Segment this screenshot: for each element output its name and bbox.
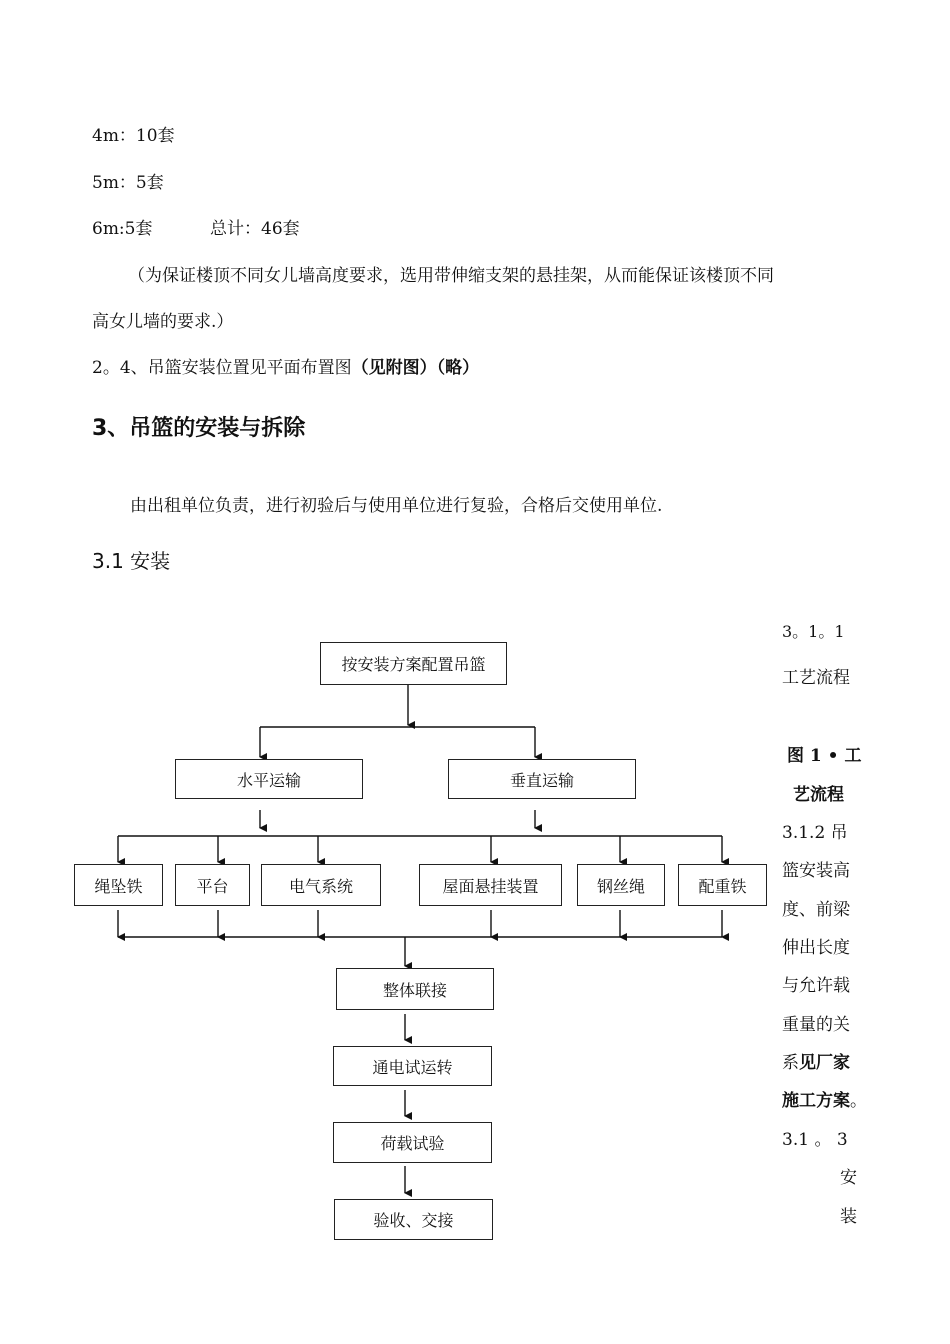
section-3-paragraph: 由出租单位负责，进行初验后与使用单位进行复验，合格后交使用单位. <box>130 496 663 516</box>
flow-step-acceptance: 验收、交接 <box>334 1199 493 1240</box>
flow-component-roof-suspension: 屋面悬挂装置 <box>419 864 562 906</box>
note-line-2: 高女儿墙的要求.） <box>92 312 234 332</box>
flow-step-load-test: 荷载试验 <box>333 1122 492 1163</box>
side-text-12a: 施工方案 <box>782 1091 850 1111</box>
note-line-1: （为保证楼顶不同女儿墙高度要求，选用带伸缩支架的悬挂架，从而能保证该楼顶不同 <box>128 266 774 286</box>
flow-component-platform: 平台 <box>175 864 250 906</box>
section-3-1-heading: 3.1 安装 <box>92 549 171 573</box>
flow-component-wire-rope: 钢丝绳 <box>577 864 665 906</box>
side-text-11a: 系 <box>782 1053 799 1073</box>
side-process: 工艺流程 <box>782 668 850 688</box>
flow-component-counterweight: 配重铁 <box>678 864 767 906</box>
flow-vertical-transport: 垂直运输 <box>448 759 636 799</box>
flow-step-configure: 按安装方案配置吊篮 <box>320 642 507 685</box>
side-text-14: 安 <box>840 1168 857 1188</box>
side-text-10: 重量的关 <box>782 1015 850 1035</box>
side-text-12b: 。 <box>850 1091 867 1111</box>
side-figure-1-cont: 艺流程 <box>793 785 844 805</box>
side-figure-1: 图 1 • 工 <box>787 746 862 766</box>
side-3-1-2: 3.1.2 吊 <box>782 823 848 843</box>
flow-step-overall-connection: 整体联接 <box>336 968 494 1010</box>
flow-step-power-test: 通电试运转 <box>333 1046 492 1086</box>
side-3-1-1: 3。1。1 <box>782 622 845 641</box>
flow-component-rope-weight: 绳坠铁 <box>74 864 163 906</box>
item-2-4-text: 2。4、吊篮安装位置见平面布置图 <box>92 358 352 378</box>
side-text-11b: 见厂家 <box>799 1053 850 1073</box>
side-text-9: 与允许载 <box>782 976 850 996</box>
item-2-4-ref: （见附图）（略） <box>351 358 480 378</box>
side-3-1-3: 3.1 。 3 <box>782 1130 848 1150</box>
side-text-7: 度、前梁 <box>782 900 850 920</box>
flow-horizontal-transport: 水平运输 <box>175 759 363 799</box>
quantity-total: 总计：46套 <box>210 219 300 239</box>
flow-component-electrical: 电气系统 <box>261 864 381 906</box>
side-text-8: 伸出长度 <box>782 938 850 958</box>
side-text-15: 装 <box>840 1207 857 1227</box>
quantity-4m: 4m：10套 <box>92 126 175 146</box>
section-3-heading: 3、吊篮的安装与拆除 <box>92 416 306 441</box>
quantity-6m: 6m:5套 <box>92 219 153 239</box>
side-text-6: 篮安装高 <box>782 861 850 881</box>
quantity-5m: 5m：5套 <box>92 173 164 193</box>
